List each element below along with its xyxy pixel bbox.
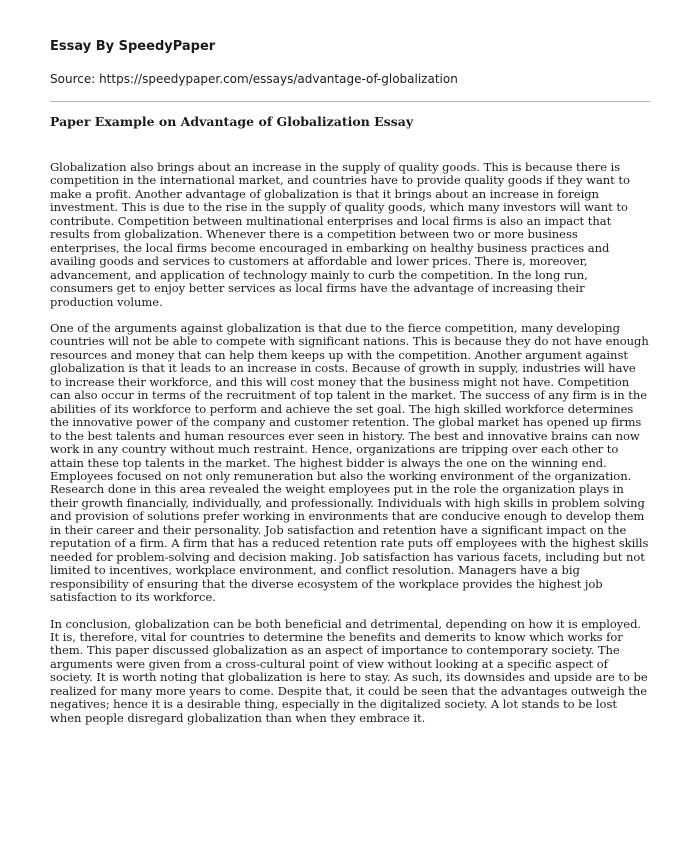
paragraph: In conclusion, globalization can be both beneficial and detrimental, depending on how it is employed. It is, therefore, vital for countries to determine the benefits and demerits to know which works for them. This paper discussed globalization as an aspect of importance to contemporary society. The arguments were given from a cross-cultural point of view without looking at a specific aspect of society. It is worth noting that globalization is here to stay. As such, its downsides and upside are to be realized for many more years to come. Despite that, it could be seen that the advantages outweigh the negatives; hence it is a desirable thing, especially in the digitalized society. A lot stands to be lost when people disregard globalization than when they embrace it. bbox=[50, 616, 648, 725]
source-line bbox=[50, 72, 650, 87]
source-label: Source: bbox=[50, 72, 100, 86]
source-link[interactable]: https://speedypaper.com/essays/advantage-of-globalization bbox=[99, 72, 458, 86]
header-title: Essay By SpeedyPaper bbox=[50, 39, 216, 54]
paragraph: One of the arguments against globalization is that due to the fierce competition, many developing countries will not be able to compete with significant nations. This is because they do not have enough resources and money that can help them keeps up with the competition. Another argument against globalization is that it leads to an increase in costs. Because of growth in supply, industries will have to increase their workforce, and this will cost money that the business might not have. Competition can also occur in terms of the recruitment of top talent in the market. The success of any firm is in the abilities of its workforce to perform and achieve the set goal. The high skilled workforce determines the innovative power of the company and customer retention. The global market has opened up firms to the best talents and human resources ever seen in history. The best and innovative brains can now work in any country without much restraint. Hence, organizations are tripping over each other to attain these top talents in the market. The highest bidder is always the one on the winning end. Employees focused on not only remuneration but also the working environment of the organization. Research done in this area revealed the weight employees put in the role the organization plays in their growth financially, individually, and professionally. Individuals with high skills in problem solving and provision of solutions prefer working in environments that are conducive enough to develop them in their career and their personality. Job satisfaction and retention have a significant impact on the reputation of a firm. A firm that has a reduced retention rate puts off employees with the highest skills needed for problem-solving and decision making. Job satisfaction has various facets, including but not limited to incentives, workplace environment, and conflict resolution. Managers have a big responsibility of ensuring that the diverse ecosystem of the workplace provides the highest job satisfaction to its workforce. bbox=[50, 320, 649, 605]
document-body bbox=[50, 161, 650, 725]
document-title: Paper Example on Advantage of Globalization Essay bbox=[50, 114, 414, 129]
header-divider bbox=[50, 101, 650, 102]
paragraph: Globalization also brings about an increase in the supply of quality goods. This is because there is competition in the international market, and countries have to provide quality goods if they want to make a profit. Another advantage of globalization is that it brings about an increase in foreign investment. This is due to the rise in the supply of quality goods, which many investors will want to contribute. Competition between multinational enterprises and local firms is also an impact that results from globalization. Whenever there is a competition between two or more business enterprises, the local firms become encouraged in embarking on healthy business practices and availing goods and services to customers at affordable and lower prices. There is, moreover, advancement, and application of technology mainly to curb the competition. In the long run, consumers get to enjoy better services as local firms have the advantage of increasing their production volume. bbox=[50, 160, 630, 309]
